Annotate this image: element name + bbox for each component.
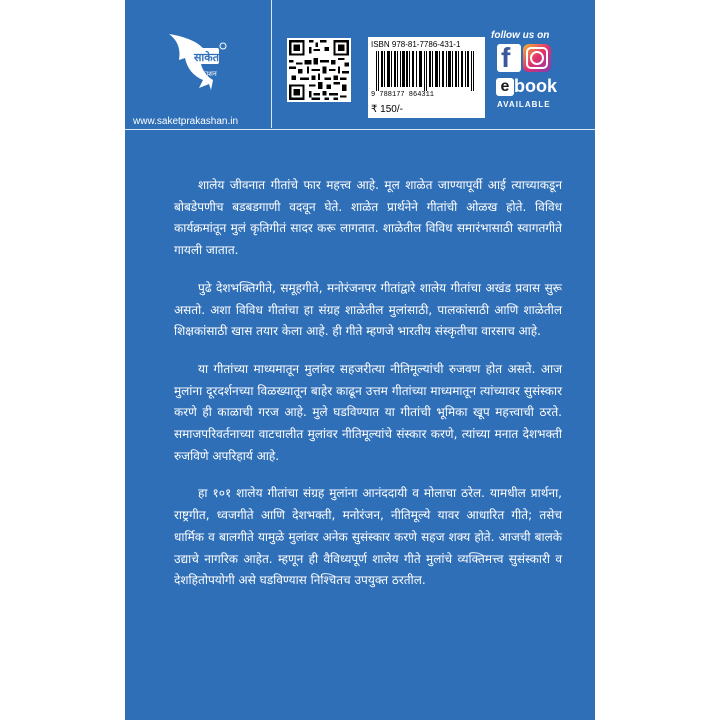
qr-code-icon bbox=[287, 38, 351, 102]
ebook-icon bbox=[496, 76, 557, 98]
blurb-paragraph-2: पुढे देशभक्तिगीते, समूहगीते, मनोरंजनपर गीतांद्वारे शालेय गीतांचा अखंड प्रवास सुरू असतो. अशा विविध गीतांचा हा संग्रह शाळेतील मुलांसाठी, पालकांसाठी आणि शाळेतील शिक्षकांसाठी खास तयार केला आहे. ही गीते म्हणजे भारतीय संस्कृतीचा वारसाच आहे. bbox=[174, 280, 562, 339]
cover-header bbox=[125, 0, 595, 130]
publisher-logo bbox=[125, 14, 267, 127]
price-text: ₹ 150/- bbox=[371, 104, 403, 115]
svg-text:प्रकाशन: प्रकाशन bbox=[197, 70, 217, 78]
website-url: www.saketprakashan.in bbox=[133, 116, 239, 127]
svg-text:साकेत: साकेत bbox=[194, 51, 220, 64]
vertical-divider bbox=[271, 0, 272, 128]
ebook-book-text: book bbox=[514, 76, 557, 96]
follow-us-text: follow us on bbox=[491, 30, 550, 41]
blurb-paragraph-4: हा १०१ शालेय गीतांचा संग्रह मुलांना आनंददायी व मोलाचा ठरेल. यामधील प्रार्थना, राष्ट्रगीत, ध्वजगीते आणि देशभक्ती, मनोरंजन, नीतिमूल्ये यावर आधारित गीते; तसेच धार्मिक व बालगीते यामुळे मुलांवर अनेक सुसंस्कार करणे सहज शक्य होते. आजची बालके उद्याचे नागरिक आहेत. म्हणून ही वैविध्यपूर्ण शालेय गीते मुलांचे व्यक्तिमत्त्व सुसंस्कारी व देशहितोपयोगी असे घडविण्यास निश्चितच उपयुक्त ठरतील. bbox=[174, 486, 562, 588]
horizontal-divider bbox=[125, 129, 595, 130]
barcode-number: 9 788177 864311 bbox=[371, 91, 435, 99]
facebook-icon[interactable]: f bbox=[497, 44, 521, 72]
blurb-paragraph-1: शालेय जीवनात गीतांचे फार महत्त्व आहे. मूल शाळेत जाण्यापूर्वी आई त्याच्याकडून बोबडेपणीच बडबडगाणी वदवून घेते. शाळेत प्रार्थनेने गीतांची ओळख होते. विविध कार्यक्रमांतून मुलं कृतिगीतं सादर करू लागतात. शाळेतील विविध समारंभासाठी स्वागतगीते गायली जातात. bbox=[174, 178, 562, 258]
barcode-label bbox=[368, 37, 485, 103]
book-back-cover bbox=[125, 0, 595, 720]
blurb-paragraph-3: या गीतांच्या माध्यमातून मुलांवर सहजरीत्या नीतिमूल्यांची रुजवण होत असते. आज मुलांना दूरदर्शनच्या विळख्यातून बाहेर काढून उत्तम गीतांच्या माध्यमातून त्यांच्यावर सुसंस्कार करणे ही काळाची गरज आहे. मुले घडविण्यात या गीतांची भूमिका खूप महत्त्वाची ठरते. समाजपरिवर्तनाच्या वाटचालीत मुलांवर नीतिमूल्यांचे संस्कार करणे, त्यांच्या मनात देशभक्ती रुजविणे अपरिहार्य आहे. bbox=[174, 361, 562, 463]
barcode-icon bbox=[376, 51, 476, 91]
ebook-e-letter: e bbox=[496, 78, 514, 96]
ebook-available-text: AVAILABLE bbox=[497, 100, 551, 109]
saket-logo-icon bbox=[163, 30, 233, 92]
blurb-text bbox=[174, 175, 562, 608]
instagram-icon[interactable] bbox=[523, 44, 551, 72]
isbn-text: ISBN 978-81-7786-431-1 bbox=[371, 40, 461, 49]
